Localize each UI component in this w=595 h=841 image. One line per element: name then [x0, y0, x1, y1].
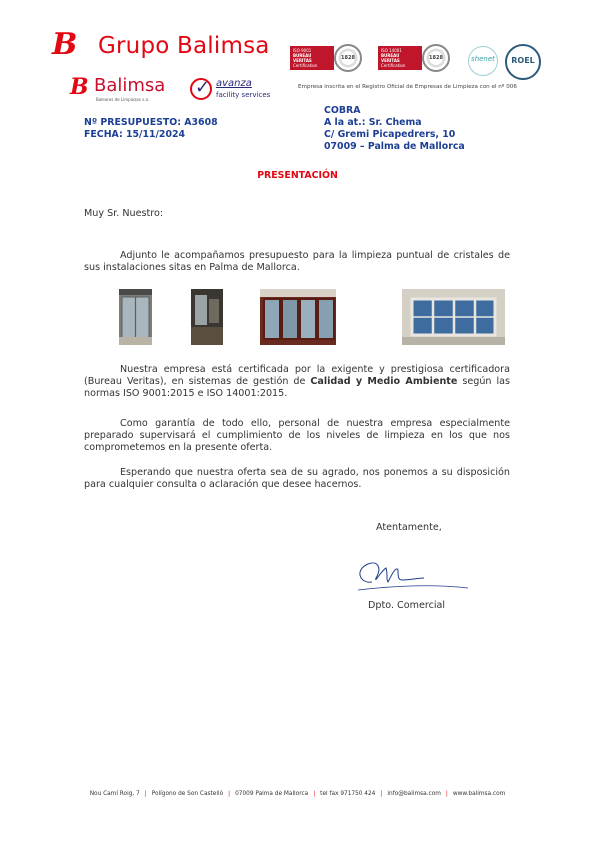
cert-text-1: Nuestra empresa está certificada por la exigente y prestigiosa certificadora (Bureau Veritas), en sistemas de gestión de	[84, 364, 510, 387]
brand-name: Balimsa	[94, 75, 166, 96]
grupo-balimsa-logo-icon: B	[52, 27, 78, 62]
footer-email[interactable]: info@balimsa.com	[387, 791, 441, 797]
balimsa-logo-icon: B	[70, 74, 89, 100]
footer-separator: |	[228, 791, 231, 797]
photo-interior-hall	[191, 289, 223, 345]
certification-paragraph	[84, 364, 510, 400]
footer-separator: |	[380, 791, 383, 797]
bureau-veritas-seal-icon: 1828	[334, 44, 362, 72]
closing-paragraph: Esperando que nuestra oferta sea de su agrado, nos ponemos a su disposición para cualquier consulta o aclaración que desee hacernos.	[84, 467, 510, 490]
group-name: Grupo Balimsa	[98, 33, 270, 59]
registry-note: Empresa inscrita en el Registro Oficial de Empresas de Limpieza con el nº 006	[298, 84, 517, 90]
shenet-label: shenet	[471, 55, 495, 63]
recipient-street: C/ Gremi Picapedrers, 10	[324, 129, 456, 140]
iso14001-badge	[378, 46, 422, 70]
check-icon: ✓	[195, 77, 211, 98]
footer-web[interactable]: www.balimsa.com	[452, 791, 506, 797]
budget-number: Nº PRESUPUESTO: A3608	[84, 117, 218, 128]
photo-entrance	[119, 289, 152, 345]
budget-date: FECHA: 15/11/2024	[84, 129, 186, 140]
department: Dpto. Comercial	[368, 600, 446, 611]
cert-text-2: según las normas ISO 9001:2015 e ISO 14001:2015.	[84, 376, 511, 399]
photo-office-glass	[260, 289, 336, 345]
footer-separator: |	[313, 791, 316, 797]
recipient-company: COBRA	[324, 105, 361, 116]
recipient-attention: A la at.: Sr. Chema	[324, 117, 422, 128]
budget-info	[84, 117, 218, 141]
cert-text-bold: Calidad y Medio Ambiente	[310, 376, 458, 387]
signature-icon	[352, 556, 470, 596]
section-heading: PRESENTACIÓN	[257, 170, 338, 181]
roel-label: ROEL	[511, 56, 535, 65]
iso14001-label: Certification	[381, 63, 406, 68]
recipient-city: 07009 – Palma de Mallorca	[324, 141, 465, 152]
recipient-address	[324, 105, 465, 153]
intro-paragraph: Adjunto le acompañamos presupuesto para la limpieza puntual de cristales de sus instalaciones sitas en Palma de Mallorca.	[84, 250, 510, 273]
iso14001-code: ISO 14001	[381, 48, 402, 53]
bureau-veritas-seal-icon: 1828	[422, 44, 450, 72]
footer-city: 07009 Palma de Mallorca	[235, 791, 309, 797]
partner-tagline: facility services	[216, 91, 271, 99]
salutation: Muy Sr. Nuestro:	[84, 208, 164, 219]
footer-area: Polígono de Son Castelló	[151, 791, 224, 797]
photo-windows-exterior	[402, 289, 505, 345]
footer-address: Nou Camí Roig, 7	[89, 791, 140, 797]
partner-name: avanza	[216, 78, 252, 89]
brand-tagline: Baleares de Limpiezas s.a.	[96, 97, 150, 102]
footer-separator: |	[144, 791, 147, 797]
iso9001-code: ISO 9001	[293, 48, 312, 53]
iso9001-badge	[290, 46, 334, 70]
footer-bar	[0, 791, 595, 797]
footer-phone: tel fax 971750 424	[320, 791, 376, 797]
sign-off: Atentamente,	[376, 522, 442, 533]
guarantee-paragraph: Como garantía de todo ello, personal de nuestra empresa especialmente preparado supervisará el cumplimiento de los niveles de limpieza en los que nos comprometemos en la presente oferta.	[84, 418, 510, 453]
footer-separator: |	[445, 791, 448, 797]
iso14001-certifier: BUREAU VERITAS	[381, 53, 400, 63]
iso9001-label: Certification	[293, 63, 318, 68]
iso9001-certifier: BUREAU VERITAS	[293, 53, 312, 63]
